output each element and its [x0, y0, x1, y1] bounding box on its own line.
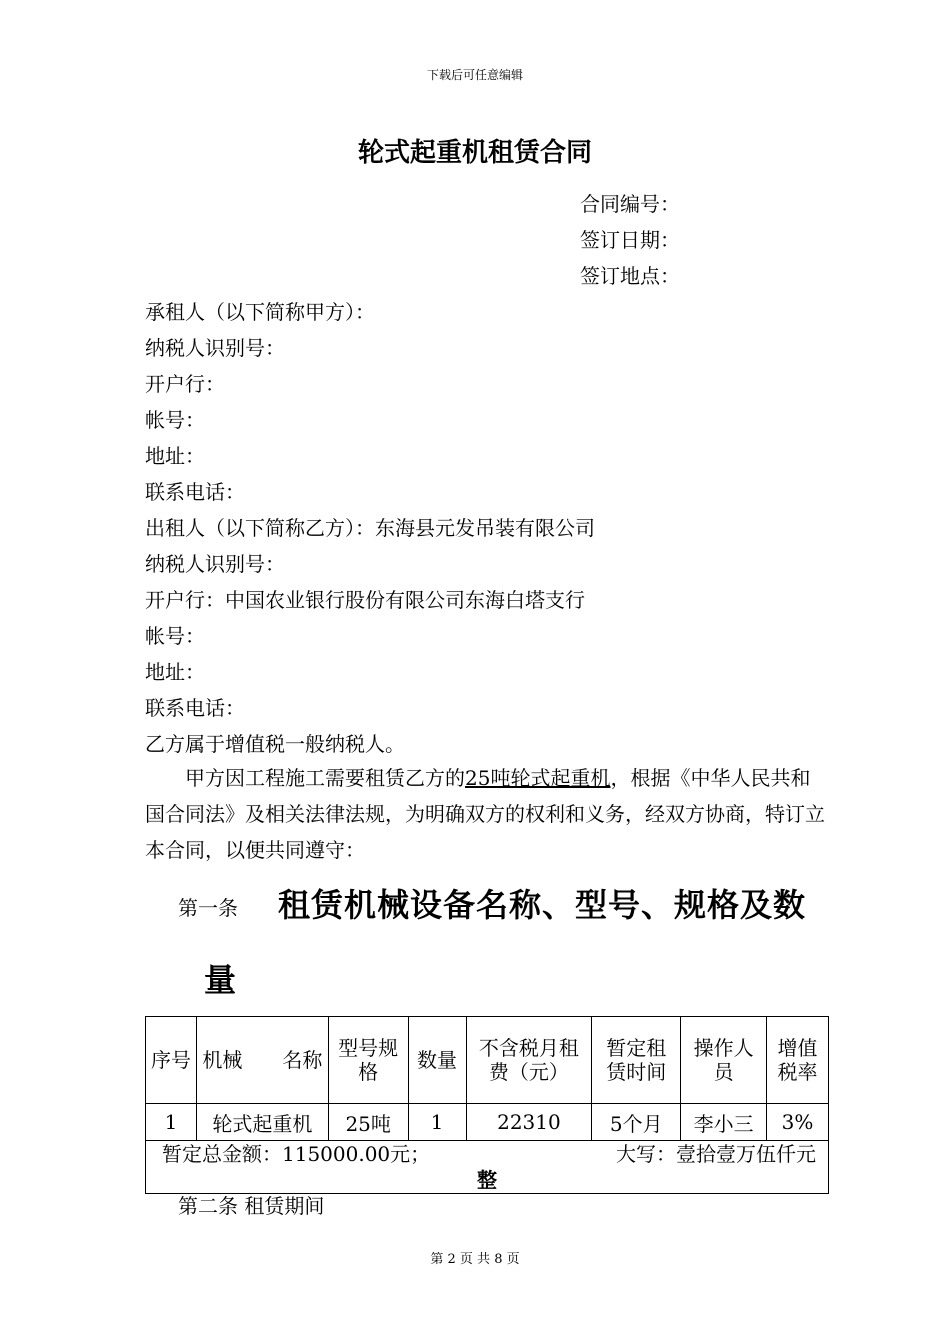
total-cell: [146, 1141, 829, 1194]
lessor-phone: 联系电话：: [145, 696, 245, 720]
header-cell: 机械 名称: [196, 1017, 328, 1104]
article1-label: 第一条: [178, 896, 238, 920]
header-cell: 暂定租赁时间: [592, 1017, 681, 1104]
table-cell: 1: [408, 1104, 466, 1141]
equipment-table: [145, 1016, 829, 1194]
sign-place-label: 签订地点：: [580, 264, 680, 288]
header-cell: 型号规格: [328, 1017, 408, 1104]
header-cell: 序号: [146, 1017, 197, 1104]
header-cell: 增值税率: [767, 1017, 829, 1104]
table-cell: 25吨: [328, 1104, 408, 1141]
header-note: 下载后可任意编辑: [426, 68, 523, 82]
table-row: [146, 1104, 829, 1141]
lessee-bank: 开户行：: [145, 372, 225, 396]
lessee-address: 地址：: [145, 444, 205, 468]
lessor-party: 出租人（以下简称乙方）：东海县元发吊装有限公司: [145, 516, 595, 540]
header-cell: 数量: [408, 1017, 466, 1104]
table-cell: 李小三: [681, 1104, 767, 1141]
lessee-party: 承租人（以下简称甲方）：: [145, 300, 375, 324]
document-title: 轮式起重机租赁合同: [357, 138, 592, 168]
lessee-phone: 联系电话：: [145, 480, 245, 504]
total-amount-words: 大写：壹拾壹万伍仟元: [616, 1142, 816, 1166]
lessee-account: 帐号：: [145, 408, 205, 432]
table-cell: 轮式起重机: [196, 1104, 328, 1141]
page-footer: 第 2 页 共 8 页: [430, 1252, 520, 1267]
total-amount: 暂定总金额：115000.00元；: [162, 1142, 431, 1166]
contract-number-label: 合同编号：: [580, 192, 680, 216]
total-row: [146, 1141, 829, 1194]
preamble-before: 甲方因工程施工需要租赁乙方的: [185, 766, 465, 790]
header-cell: 操作人员: [681, 1017, 767, 1104]
sign-date-label: 签订日期：: [580, 228, 680, 252]
article1-title-continued: 量: [204, 961, 237, 999]
table-cell: 1: [146, 1104, 197, 1141]
lessee-tax-id: 纳税人识别号：: [145, 336, 285, 360]
vat-statement: 乙方属于增值税一般纳税人。: [145, 732, 405, 756]
lessor-account: 帐号：: [145, 624, 205, 648]
preamble-paragraph: [145, 760, 825, 868]
lessor-bank: 开户行：中国农业银行股份有限公司东海白塔支行: [145, 588, 585, 612]
lessor-tax-id: 纳税人识别号：: [145, 552, 285, 576]
preamble-after: ，根据《中华人民共和国合同法》及相关法律法规，为明确双方的权利和义务，经双方协商，特订立本合同，以便共同遵守：: [145, 766, 825, 862]
preamble-equipment: 25吨轮式起重机: [465, 766, 611, 790]
table-cell: 3%: [767, 1104, 829, 1141]
header-cell: 不含税月租费（元）: [466, 1017, 592, 1104]
total-amount-words-tail: 整: [477, 1168, 497, 1192]
lessor-address: 地址：: [145, 660, 205, 684]
table-cell: 5个月: [592, 1104, 681, 1141]
article1-title: 租赁机械设备名称、型号、规格及数: [278, 886, 807, 924]
table-cell: 22310: [466, 1104, 592, 1141]
table-header-row: [146, 1017, 829, 1104]
article2-heading: 第二条 租赁期间: [178, 1194, 325, 1218]
